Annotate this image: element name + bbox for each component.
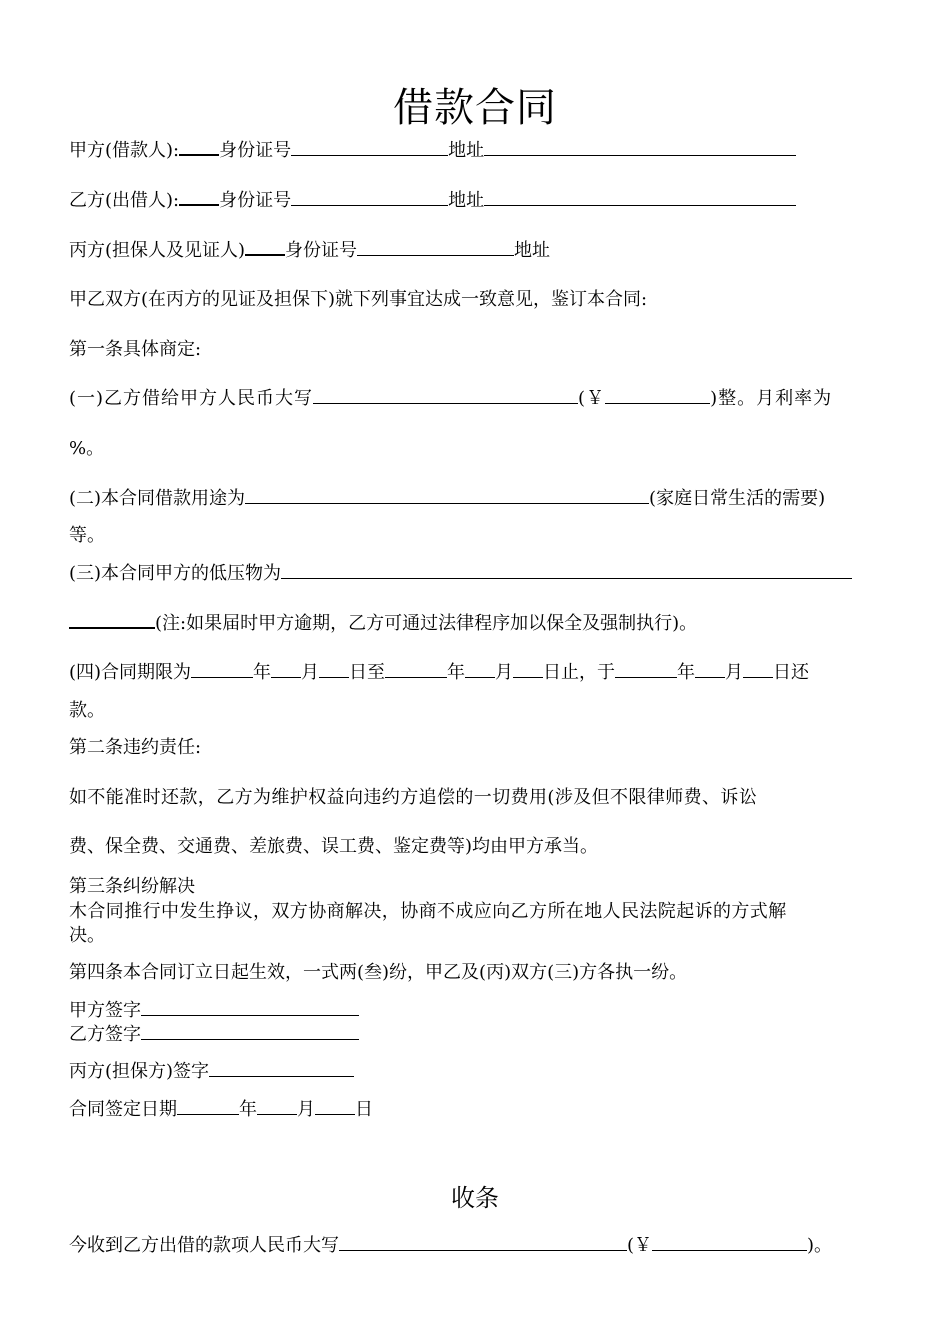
- start-month-blank[interactable]: [271, 661, 301, 678]
- signing-year-blank[interactable]: [177, 1098, 239, 1115]
- signature-a-label: 甲方签字: [69, 1000, 141, 1021]
- party-b-label: 乙方(出借人):: [69, 190, 180, 211]
- receipt-amount-words-blank[interactable]: [339, 1234, 627, 1251]
- year-label: 年: [677, 662, 696, 683]
- article-2-text-1: 如不能准时还款，乙方为维护权益向违约方追偿的一切费用(涉及但不限律师费、诉讼: [69, 787, 758, 808]
- signature-b-label: 乙方签字: [69, 1024, 141, 1045]
- article-3-text-2: 决。: [69, 925, 105, 946]
- item-1-text-a: (一)乙方借给甲方人民币大写: [69, 388, 314, 409]
- signature-a-line: [69, 999, 359, 1023]
- article-1-item-1: [69, 387, 832, 411]
- party-c-address-label: 地址: [514, 240, 551, 261]
- receipt-text-a: 今收到乙方出借的款项人民币大写: [69, 1235, 339, 1256]
- party-a-name-blank[interactable]: [179, 138, 219, 156]
- signing-date-line: [69, 1098, 373, 1122]
- item-4-end: 款。: [69, 700, 105, 721]
- intro-text: 甲乙双方(在丙方的见证及担保下)就下列事宜达成一致意见，鉴订本合同:: [69, 289, 648, 310]
- end-day-blank[interactable]: [513, 661, 543, 678]
- repay-year-blank[interactable]: [615, 661, 677, 678]
- repay-month-blank[interactable]: [695, 661, 725, 678]
- end-year-blank[interactable]: [385, 661, 447, 678]
- party-b-line: [69, 188, 796, 213]
- day-end-label: 日止，于: [543, 662, 616, 683]
- article-3-heading: 第三条纠纷解决: [69, 876, 195, 897]
- party-b-id-blank[interactable]: [291, 189, 448, 206]
- day-to-label: 日至: [349, 662, 386, 683]
- day-repay-label: 日还: [773, 662, 810, 683]
- signature-c-blank[interactable]: [209, 1060, 354, 1077]
- loan-amount-words-blank[interactable]: [313, 387, 578, 404]
- loan-amount-number-blank[interactable]: [605, 387, 710, 404]
- party-b-address-label: 地址: [448, 190, 485, 211]
- article-3-text-1: 木合同推行中发生挣议，双方协商解决，协商不成应向乙方所在地人民法院起诉的方式解: [69, 901, 787, 922]
- signature-c-line: [69, 1060, 354, 1084]
- article-2-text-2: 费、保全费、交通费、差旅费、误工费、鉴定费等)均由甲方承当。: [69, 836, 599, 857]
- repay-day-blank[interactable]: [743, 661, 773, 678]
- loan-purpose-blank[interactable]: [245, 487, 649, 504]
- signature-a-blank[interactable]: [141, 999, 359, 1016]
- party-b-address-blank[interactable]: [484, 189, 796, 206]
- item-1-text-d: %。: [69, 438, 105, 459]
- month-label: 月: [725, 662, 744, 683]
- article-1-item-4: [69, 661, 809, 685]
- party-b-name-blank[interactable]: [179, 188, 219, 206]
- signing-day-blank[interactable]: [315, 1098, 355, 1115]
- item-3-text-a: (三)本合同甲方的低压物为: [69, 563, 282, 584]
- party-a-address-label: 地址: [448, 140, 485, 161]
- signing-year-label: 年: [239, 1099, 257, 1120]
- item-2-text-a: (二)本合同借款用途为: [69, 488, 246, 509]
- signing-month-blank[interactable]: [257, 1098, 297, 1115]
- party-c-name-blank[interactable]: [245, 238, 285, 256]
- article-4-text: 第四条本合同订立日起生效，一式两(叁)纷，甲乙及(丙)双方(三)方各执一纷。: [69, 962, 688, 983]
- document-title: 借款合同: [393, 85, 557, 131]
- receipt-text-c: )。: [807, 1235, 833, 1256]
- item-2-text-c: 等。: [69, 525, 105, 546]
- article-1-item-3-cont: [69, 611, 697, 636]
- article-2-heading: 第二条违约责任:: [69, 737, 202, 758]
- month-label: 月: [301, 662, 320, 683]
- end-month-blank[interactable]: [465, 661, 495, 678]
- party-a-id-blank[interactable]: [291, 139, 448, 156]
- month-label: 月: [495, 662, 514, 683]
- receipt-title: 收条: [451, 1184, 499, 1212]
- party-a-label: 甲方(借款人):: [69, 140, 180, 161]
- receipt-line: [69, 1234, 832, 1258]
- item-4-text-a: (四)合同期限为: [69, 662, 192, 683]
- article-1-item-2: [69, 487, 825, 511]
- signature-b-blank[interactable]: [141, 1023, 359, 1040]
- item-1-text-b: (￥: [578, 388, 606, 409]
- signature-b-line: [69, 1023, 359, 1047]
- start-year-blank[interactable]: [191, 661, 253, 678]
- party-a-address-blank[interactable]: [484, 139, 796, 156]
- party-a-line: [69, 138, 796, 163]
- receipt-amount-number-blank[interactable]: [652, 1234, 807, 1251]
- party-a-id-label: 身份证号: [219, 140, 292, 161]
- year-label: 年: [253, 662, 272, 683]
- article-1-item-3: [69, 562, 852, 586]
- party-c-id-blank[interactable]: [357, 239, 514, 256]
- start-day-blank[interactable]: [319, 661, 349, 678]
- item-1-text-c: )整。月利率为: [710, 388, 833, 409]
- article-1-heading: 第一条具体商定:: [69, 339, 202, 360]
- signing-day-label: 日: [355, 1099, 373, 1120]
- party-c-id-label: 身份证号: [285, 240, 358, 261]
- party-b-id-label: 身份证号: [219, 190, 292, 211]
- year-label: 年: [447, 662, 466, 683]
- receipt-text-b: (￥: [627, 1235, 653, 1256]
- item-2-text-b: (家庭日常生活的需要): [649, 488, 826, 509]
- party-c-label: 丙方(担保人及见证人): [69, 240, 246, 261]
- signature-c-label: 丙方(担保方)签字: [69, 1061, 210, 1082]
- party-c-line: [69, 238, 550, 263]
- collateral-blank[interactable]: [281, 562, 852, 579]
- collateral-blank-cont[interactable]: [69, 611, 155, 629]
- signing-month-label: 月: [297, 1099, 315, 1120]
- signing-date-label: 合同签定日期: [69, 1099, 177, 1120]
- item-3-text-b: (注:如果届时甲方逾期，乙方可通过法律程序加以保全及强制执行)。: [155, 613, 698, 634]
